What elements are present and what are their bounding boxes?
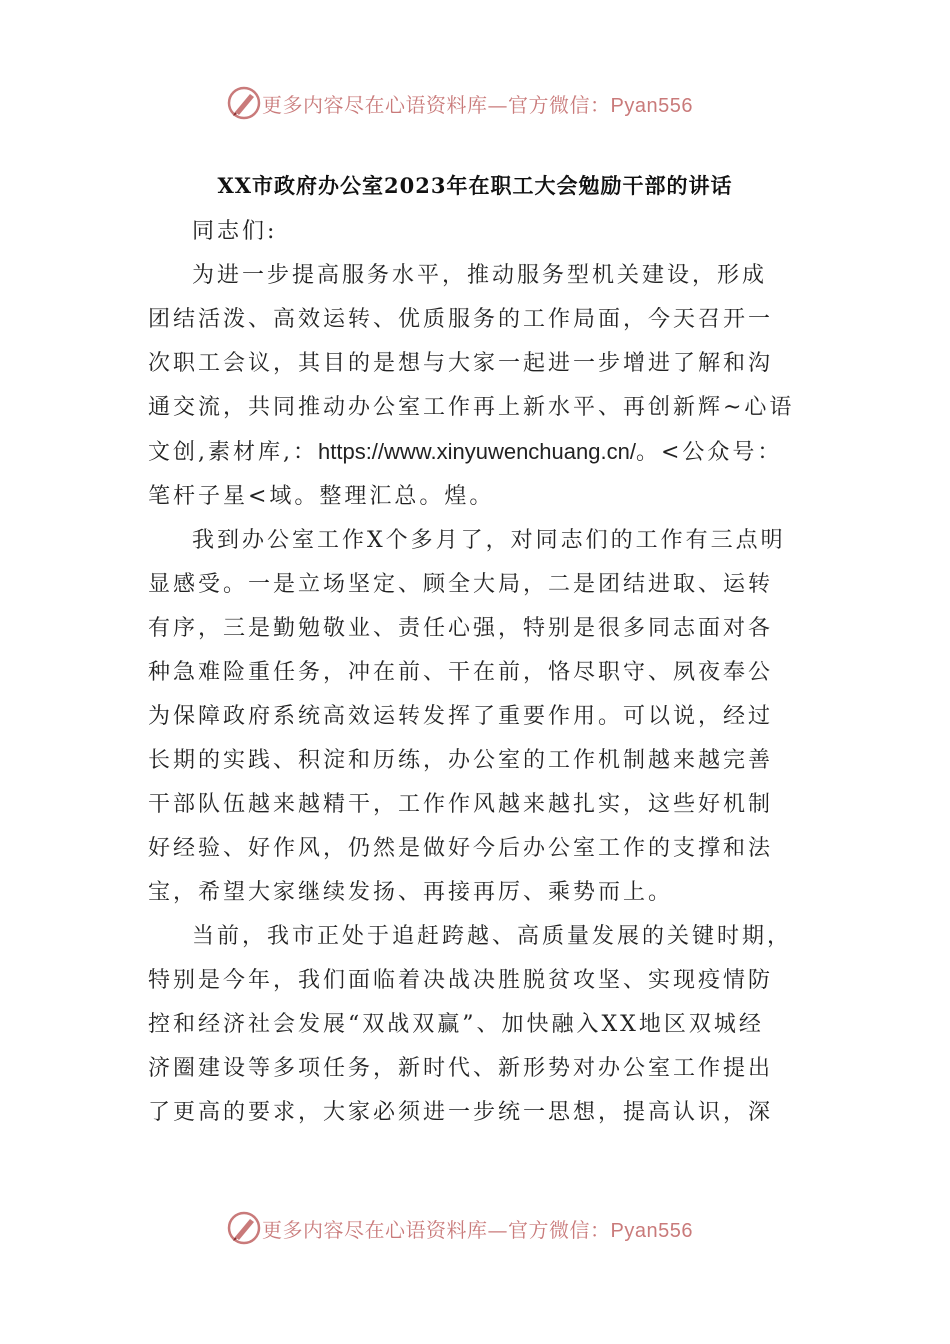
watermark-text: 更多内容尽在心语资料库—官方微信：Pyan556 bbox=[262, 1218, 693, 1242]
watermark-banner-top bbox=[0, 83, 950, 123]
pen-logo-icon bbox=[226, 85, 262, 121]
document-title: XX市政府办公室2023年在职工大会勉励干部的讲话 bbox=[217, 173, 733, 198]
watermark-banner-bottom bbox=[0, 1208, 950, 1248]
document-body bbox=[148, 210, 808, 1135]
watermark-text: 更多内容尽在心语资料库—官方微信：Pyan556 bbox=[262, 93, 693, 117]
pen-logo-icon bbox=[226, 1210, 262, 1246]
source-link[interactable]: https://www.xinyuwenchuang.cn/ bbox=[318, 439, 636, 464]
paragraph-1: 为进一步提高服务水平，推动服务型机关建设，形成 团结活泼、高效运转、优质服务的工作局面，今天召开一 次职工会议，其目的是想与大家一起进一步增进了解和沟 通交流，共同推动办公室工作再上新水平、再创新辉~心语 文创,素材库,：https://www.xinyuwenchuang.cn/。<公众号： 笔杆子星<域。整理汇总。煌。 bbox=[148, 263, 795, 509]
greeting: 同志们: bbox=[192, 219, 278, 244]
paragraph-2: 我到办公室工作X个多月了，对同志们的工作有三点明 显感受。一是立场坚定、顾全大局，二是团结进取、运转 有序，三是勤勉敬业、责任心强，特别是很多同志面对各 种急难险重任务，冲在前、干在前，恪尽职守、夙夜奉公 为保障政府系统高效运转发挥了重要作用。可以说，经过 长期的实践、积淀和历练，办公室的工作机制越来越完善 干部队伍越来越精干，工作作风越来越扎实，这些好机制 好经验、好作风，仍然是做好今后办公室工作的支撑和法 宝，希望大家继续发扬、再接再厉、乘势而上。 bbox=[148, 528, 786, 905]
paragraph-3: 当前，我市正处于追赶跨越、高质量发展的关键时期， 特别是今年，我们面临着决战决胜脱贫攻坚、实现疫情防 控和经济社会发展“双战双赢”、加快融入XX地区双城经 济圈建设等多项任务，新时代、新形势对办公室工作提出 了更高的要求，大家必须进一步统一思想，提高认识，深 bbox=[148, 924, 793, 1125]
